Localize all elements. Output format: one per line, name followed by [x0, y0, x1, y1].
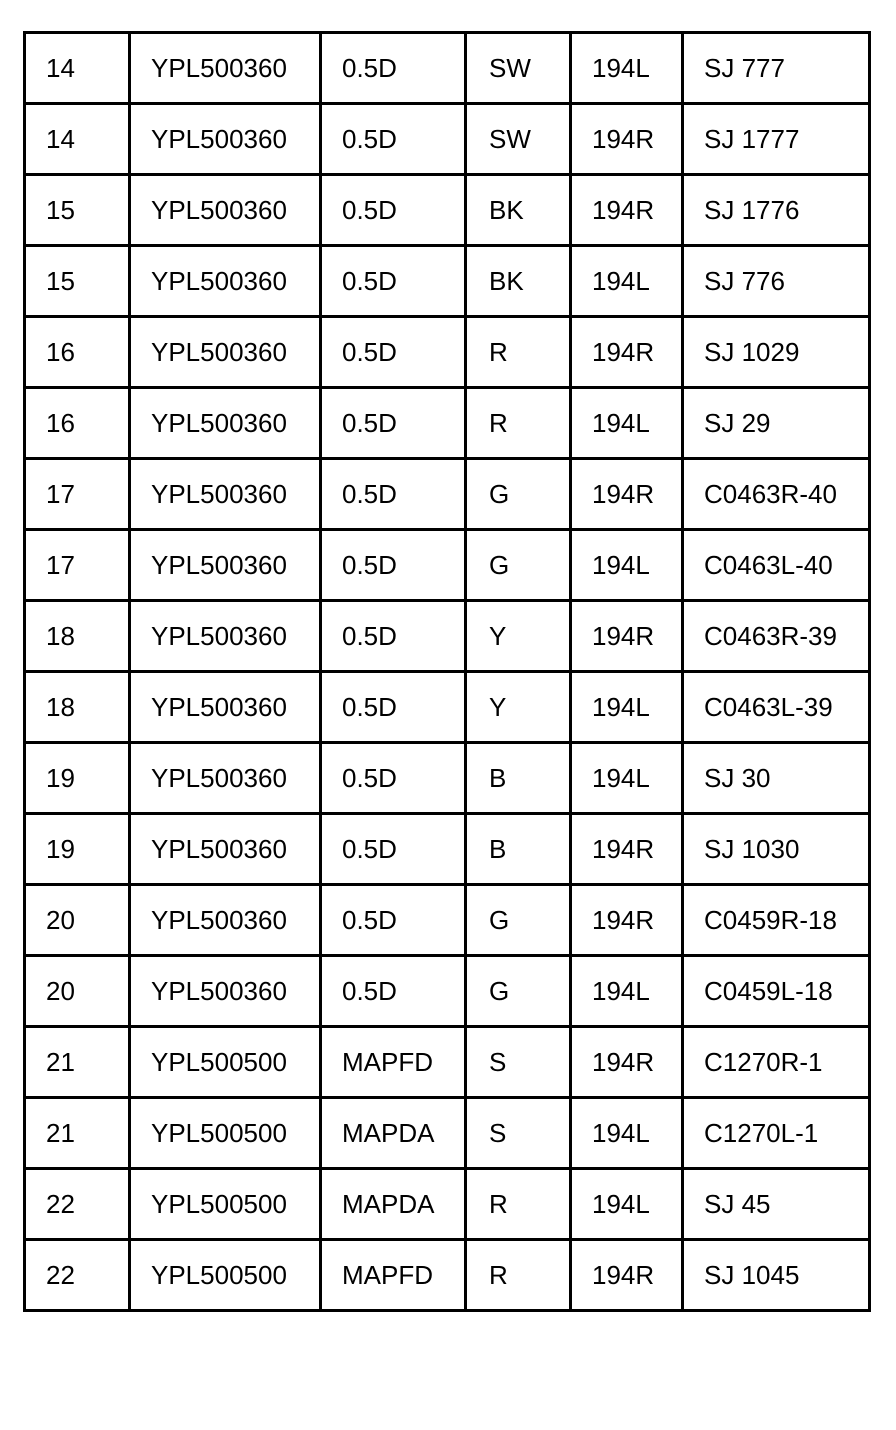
destination-cell: SJ 45 [683, 1169, 870, 1240]
destination-cell: C0463R-39 [683, 601, 870, 672]
table-row [25, 814, 870, 885]
wire-size-cell: 0.5D [321, 104, 466, 175]
wire-size-cell: 0.5D [321, 530, 466, 601]
table-row [25, 1169, 870, 1240]
wire-size-cell: 0.5D [321, 885, 466, 956]
wire-size-cell: MAPFD [321, 1240, 466, 1311]
connector-cell: 194R [571, 175, 683, 246]
connector-cell: 194R [571, 459, 683, 530]
pin-cell: 20 [25, 956, 130, 1027]
wire-size-cell: MAPDA [321, 1098, 466, 1169]
color-cell: S [466, 1098, 571, 1169]
connector-cell: 194L [571, 33, 683, 104]
wire-size-cell: 0.5D [321, 459, 466, 530]
table-row [25, 885, 870, 956]
pin-cell: 19 [25, 743, 130, 814]
wire-size-cell: 0.5D [321, 672, 466, 743]
part-number-cell: YPL500360 [130, 743, 321, 814]
part-number-cell: YPL500500 [130, 1240, 321, 1311]
part-number-cell: YPL500360 [130, 104, 321, 175]
table-body [25, 33, 870, 1311]
connector-cell: 194R [571, 885, 683, 956]
table-row [25, 246, 870, 317]
color-cell: Y [466, 601, 571, 672]
table-row [25, 388, 870, 459]
connector-cell: 194R [571, 601, 683, 672]
table-row [25, 743, 870, 814]
connector-cell: 194L [571, 672, 683, 743]
wire-size-cell: 0.5D [321, 246, 466, 317]
table-row [25, 33, 870, 104]
part-number-cell: YPL500360 [130, 175, 321, 246]
table-row [25, 601, 870, 672]
wire-size-cell: MAPDA [321, 1169, 466, 1240]
pin-cell: 22 [25, 1169, 130, 1240]
part-number-cell: YPL500360 [130, 246, 321, 317]
wire-size-cell: 0.5D [321, 33, 466, 104]
destination-cell: C0463L-39 [683, 672, 870, 743]
pin-cell: 18 [25, 672, 130, 743]
part-number-cell: YPL500360 [130, 601, 321, 672]
color-cell: G [466, 956, 571, 1027]
destination-cell: C0463R-40 [683, 459, 870, 530]
connector-cell: 194R [571, 104, 683, 175]
pin-cell: 18 [25, 601, 130, 672]
table-row [25, 1240, 870, 1311]
color-cell: S [466, 1027, 571, 1098]
table-row [25, 317, 870, 388]
wire-size-cell: 0.5D [321, 956, 466, 1027]
part-number-cell: YPL500360 [130, 814, 321, 885]
connector-cell: 194L [571, 956, 683, 1027]
destination-cell: SJ 776 [683, 246, 870, 317]
part-number-cell: YPL500360 [130, 672, 321, 743]
table-row [25, 672, 870, 743]
pin-cell: 20 [25, 885, 130, 956]
part-number-cell: YPL500360 [130, 956, 321, 1027]
destination-cell: C0459L-18 [683, 956, 870, 1027]
pin-cell: 16 [25, 388, 130, 459]
color-cell: R [466, 388, 571, 459]
destination-cell: C0459R-18 [683, 885, 870, 956]
color-cell: BK [466, 175, 571, 246]
connector-cell: 194L [571, 388, 683, 459]
color-cell: R [466, 317, 571, 388]
color-cell: G [466, 459, 571, 530]
table-row [25, 530, 870, 601]
color-cell: B [466, 743, 571, 814]
destination-cell: C1270L-1 [683, 1098, 870, 1169]
destination-cell: SJ 1029 [683, 317, 870, 388]
part-number-cell: YPL500360 [130, 317, 321, 388]
part-number-cell: YPL500500 [130, 1098, 321, 1169]
connector-cell: 194R [571, 814, 683, 885]
pin-cell: 19 [25, 814, 130, 885]
table-row [25, 175, 870, 246]
destination-cell: SJ 1776 [683, 175, 870, 246]
color-cell: SW [466, 104, 571, 175]
pin-cell: 15 [25, 246, 130, 317]
wire-size-cell: 0.5D [321, 601, 466, 672]
table-row [25, 104, 870, 175]
part-number-cell: YPL500360 [130, 388, 321, 459]
pin-cell: 21 [25, 1027, 130, 1098]
connector-cell: 194L [571, 246, 683, 317]
wire-table [23, 31, 871, 1312]
wire-size-cell: 0.5D [321, 175, 466, 246]
destination-cell: SJ 1030 [683, 814, 870, 885]
connector-cell: 194R [571, 1240, 683, 1311]
pin-cell: 15 [25, 175, 130, 246]
color-cell: G [466, 885, 571, 956]
color-cell: BK [466, 246, 571, 317]
table-row [25, 956, 870, 1027]
table-row [25, 1027, 870, 1098]
part-number-cell: YPL500500 [130, 1169, 321, 1240]
table-row [25, 1098, 870, 1169]
color-cell: R [466, 1169, 571, 1240]
color-cell: SW [466, 33, 571, 104]
part-number-cell: YPL500360 [130, 459, 321, 530]
pin-cell: 17 [25, 530, 130, 601]
part-number-cell: YPL500500 [130, 1027, 321, 1098]
destination-cell: SJ 29 [683, 388, 870, 459]
pin-cell: 17 [25, 459, 130, 530]
part-number-cell: YPL500360 [130, 33, 321, 104]
part-number-cell: YPL500360 [130, 885, 321, 956]
pin-cell: 14 [25, 104, 130, 175]
wire-size-cell: MAPFD [321, 1027, 466, 1098]
pin-cell: 22 [25, 1240, 130, 1311]
connector-cell: 194L [571, 743, 683, 814]
connector-cell: 194R [571, 317, 683, 388]
color-cell: B [466, 814, 571, 885]
destination-cell: SJ 1777 [683, 104, 870, 175]
pin-cell: 16 [25, 317, 130, 388]
connector-cell: 194L [571, 1098, 683, 1169]
destination-cell: C1270R-1 [683, 1027, 870, 1098]
wire-size-cell: 0.5D [321, 317, 466, 388]
wire-size-cell: 0.5D [321, 814, 466, 885]
destination-cell: SJ 1045 [683, 1240, 870, 1311]
color-cell: R [466, 1240, 571, 1311]
pin-cell: 14 [25, 33, 130, 104]
connector-cell: 194R [571, 1027, 683, 1098]
wire-size-cell: 0.5D [321, 743, 466, 814]
connector-cell: 194L [571, 1169, 683, 1240]
wire-size-cell: 0.5D [321, 388, 466, 459]
color-cell: G [466, 530, 571, 601]
connector-cell: 194L [571, 530, 683, 601]
pin-cell: 21 [25, 1098, 130, 1169]
color-cell: Y [466, 672, 571, 743]
destination-cell: SJ 777 [683, 33, 870, 104]
destination-cell: SJ 30 [683, 743, 870, 814]
part-number-cell: YPL500360 [130, 530, 321, 601]
table-row [25, 459, 870, 530]
destination-cell: C0463L-40 [683, 530, 870, 601]
